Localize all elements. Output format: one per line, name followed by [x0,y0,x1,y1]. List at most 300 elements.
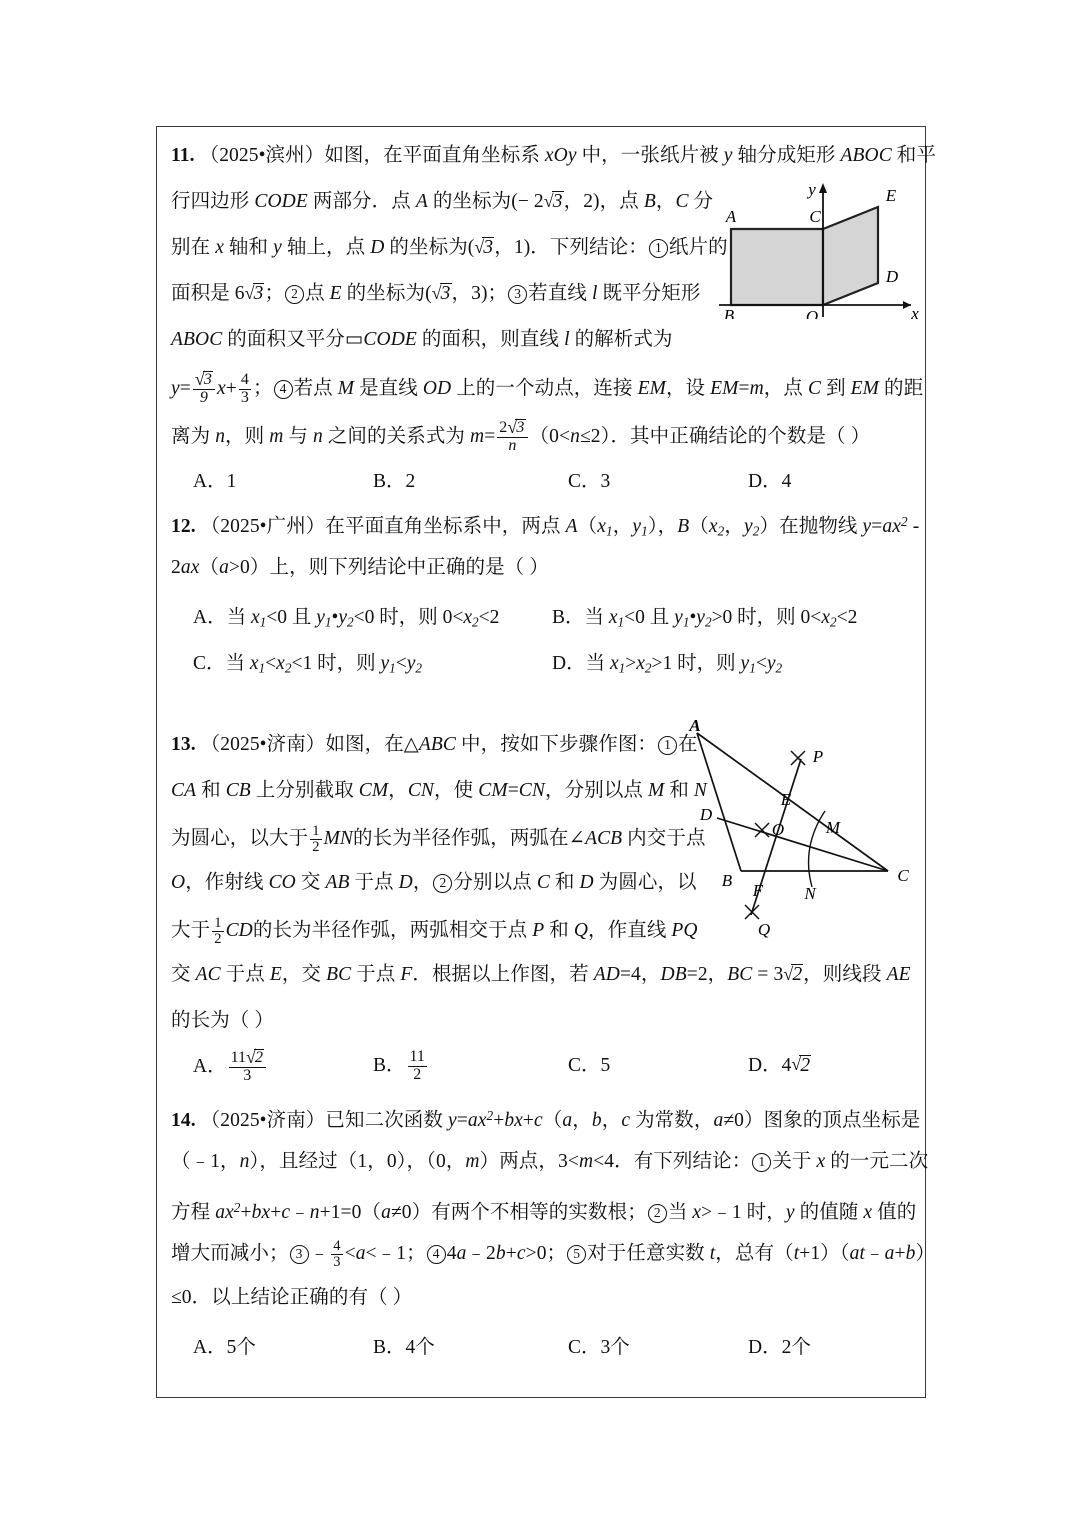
fig2-label-N: N [804,884,816,903]
q13-ac: AC [195,964,221,985]
x-axis-arrow [903,301,911,309]
q11-od: OD [422,377,452,399]
q12-optA-t2: <0 且 [266,607,317,628]
frac-4-over-3-q14 [331,1239,342,1270]
q14-t22: 当 [667,1201,693,1223]
q13-ptE: E [269,964,282,985]
q11-line-5 [171,327,673,353]
segment-AC [697,733,888,871]
q13-option-c[interactable]: C．5 [568,1055,611,1076]
fig2-label-C: C [897,866,909,885]
q11-x1: x [215,237,224,258]
q14-t30: 4 [446,1243,457,1265]
q14-m1: m [465,1151,480,1172]
q14-t31: ﹣2 [466,1243,496,1265]
q13-ptN: N [693,780,708,801]
q13-cd: CD [225,920,253,942]
q13-line-7: 的长为（ ） [171,1010,274,1031]
q13-bc1: BC [326,964,352,985]
q11-num4: 4 [240,371,249,388]
q13-source: （2025•济南） [200,734,326,755]
q11-t33: ，设 [665,377,711,399]
q12-option-a[interactable]: A．当 $x_1<0$ 且 $y_1•y_2<0$ 时，则 $0<x_2<2$ [193,607,500,630]
q11-option-b[interactable]: B．2 [373,471,416,492]
q11-figure [715,169,925,319]
fig1-label-D: D [885,267,899,286]
q11-ptC2: C [807,377,822,399]
q14-t33: >0； [525,1243,567,1265]
q13-t13: 内交于点 [622,828,706,850]
q14-den3: 3 [333,1254,341,1271]
q11-lineL1: l [591,283,598,304]
q14-t13: <4．有下列结论： [593,1151,752,1172]
q13-t29: ．根据以上作图，若 [412,964,594,985]
q14-t35: ，总有（ [715,1243,794,1265]
q11-t16: 纸片的 [668,237,728,258]
frac-11sqrt2-over-3 [229,1049,266,1085]
q13-t10: 和 [664,780,694,801]
q14-option-c[interactable]: C．3个 [568,1337,630,1358]
q12-optB-t2: <0 且 [624,607,675,628]
q11-y3: y [171,377,180,399]
fig1-label-C: C [809,207,821,226]
q13-t33: ，则线段 [803,964,887,985]
q11-option-a[interactable]: A．1 [193,471,237,492]
q13-t20: 为圆心，以 [593,872,697,893]
q14-t34: 对于任意实数 [587,1243,710,1265]
q11-t39: ，则 [225,425,270,447]
q14-t27: ﹣ [309,1243,330,1265]
q11-em3: EM [850,377,880,399]
q14-y2: y [785,1201,795,1223]
q13-cm1: CM [358,780,389,801]
rectangle-parallelogram-svg [715,169,925,319]
q14-c2: c [621,1109,631,1131]
q12-optD-t4: < [755,653,767,674]
q11-n3: n [570,425,580,447]
q11-den9: 9 [199,388,208,406]
q14-c4: c [516,1243,526,1265]
q13-t11: 为圆心，以大于 [171,828,309,850]
q13-t16: 于点 [349,872,399,893]
q14-t1: 已知二次函数 [325,1109,448,1131]
q11-t32: 上的一个动点，连接 [451,377,638,399]
q14-c1: c [534,1109,543,1131]
q14-a2: a [713,1109,724,1131]
circled-1: 1 [649,239,668,258]
q12-optA-t4: <0 时，则 0< [353,607,464,628]
q13-db: DB [660,964,687,985]
q14-option-d[interactable]: D．2个 [748,1337,811,1358]
q13-cn1: CN [407,780,435,801]
q13-co: CO [268,872,296,893]
q14-t39: ） [915,1243,936,1265]
q14-source: （2025•济南） [200,1109,326,1131]
q14-t15: 的一元二次 [825,1151,929,1172]
frac-1-over-2-a: $\frac{1}{2}$ [312,823,320,856]
q11-sqrt3c: 3 [253,283,264,304]
fig2-label-E: E [780,790,792,809]
q13-t1: 如图，在△ [325,734,419,755]
q12-optC-t3: <1 时，则 [291,653,381,674]
cross-mark-P [791,751,805,765]
q13-cn2: CN [518,780,546,801]
q11-option-d[interactable]: D．4 [748,471,792,492]
q12-t9: - [907,515,920,537]
q14-t10: （﹣1， [171,1151,240,1172]
q11-t30: 若点 [293,377,338,399]
q11-t43: （0< [529,425,571,447]
q12-t10: 2 [171,557,181,578]
frac-1-over-2-b: $\frac{1}{2}$ [214,915,222,948]
q12-option-b[interactable]: B．当 $x_1<0$ 且 $y_1•y_2>0$ 时，则 $0<x_2<2$ [552,607,858,630]
q12-optB-t5: <2 [836,607,858,628]
fig1-label-O: O [805,307,819,319]
q14-num4: 4 [333,1238,341,1254]
q14-a6: a [884,1243,895,1265]
parallelogram-CODE [823,207,878,305]
q11-t15: ，1)．下列结论： [494,237,648,258]
fig2-label-Q: Q [757,920,771,939]
q13-figure [673,719,919,949]
q13-number: 13. [171,734,196,755]
q11-den3: 3 [240,388,249,406]
q11-t26: 的解析式为 [569,329,673,350]
q13-t17: ， [412,872,433,893]
q14-t25: 值的 [872,1201,917,1223]
q14-t4: + [522,1109,535,1131]
frac-11-over-2 [408,1049,427,1084]
q11-sqrt3a: 3 [552,191,563,212]
q13-ptF: F [400,964,413,985]
q11-m3: m [470,425,485,447]
fig1-label-A: A [725,207,737,226]
circled-2-q14: 2 [648,1204,667,1223]
q13-ca: CA [171,780,197,801]
q13-option-a[interactable] [193,1049,268,1085]
q14-t21: ≠0）有两个不相等的实数根； [390,1201,647,1223]
q11-line-1 [171,143,936,169]
q11-ptE: E [329,283,342,304]
q13-t8: = [507,780,519,801]
q13-num11b: 11 [409,1048,425,1066]
q12-line-1: 12. （2025•广州）在平面直角坐标系中，两点 $A(x_1$，$y_1$），$B(x_2$，$y_2$）在抛物线 $y=ax^2$ - [171,514,920,539]
q11-t18: ； [264,283,285,304]
q11-t41: 之间的关系式为 [322,425,470,447]
q11-t34: = [738,377,750,399]
circled-2: 2 [285,285,304,304]
q11-t27: = [179,377,191,399]
circled-4-q14: 4 [427,1245,446,1264]
q13-optA-t: A． [193,1055,227,1077]
fig1-label-E: E [885,186,897,205]
q11-t42: = [484,425,496,447]
q12-ptB: B [677,515,690,537]
q13-option-d[interactable] [748,1049,811,1077]
q14-line-4: 增大而减小； 3 ﹣ $\frac{4}{3}$ <a<﹣1； 4 4a﹣2b+c>0； 5 对于任意实数 t，总有（t+1）（at﹣a+b） [171,1238,936,1271]
q13-t15: 交 [295,872,326,893]
q13-sqrt2c: 2 [800,1055,811,1076]
q11-sqrt3e: 3 [203,371,212,388]
q13-t18: 分别以点 [453,872,537,893]
q11-n1: n [215,425,226,447]
q14-t38: + [894,1243,906,1265]
q12-option-c[interactable]: C．当 $x_1<x_2<1$ 时，则 $y_1<y_2$ [193,653,423,676]
circled-3: 3 [508,285,527,304]
q14-x2: x [692,1201,702,1223]
q12-ax: ax [180,557,200,578]
circled-2-q13: 2 [433,874,452,893]
q14-line-3: 方程 $ax^2+bx+c﹣n+1=0(a\ne 0)$有两个不相等的实数根； 2 当 x>﹣1 时，y 的值随 x 值的 [171,1200,917,1223]
q14-t20: +1=0（ [319,1201,382,1223]
q13-t7: ，使 [434,780,479,801]
q11-ptD: D [370,237,385,258]
q13-den3: 3 [243,1066,252,1084]
q14-b1: b [591,1109,602,1131]
q13-ab: AB [325,872,350,893]
q13-t23: 和 [544,920,574,942]
q11-t36: 到 [821,377,851,399]
q12-optD-t1: D．当 [552,653,610,674]
fig1-label-y: y [808,180,816,199]
q13-line-5 [171,916,698,947]
q13-t30: =4， [619,964,661,985]
q13-cb: CB [225,780,251,801]
q11-y1: y [723,145,733,166]
q13-line-2 [171,778,707,804]
q13-t12: 的长为半径作弧，两弧在∠ [353,828,586,850]
q14-t12: ）两点，3< [479,1151,579,1172]
q13-t32: = 3 [752,964,784,985]
q14-t7: ， [601,1109,622,1131]
q12-y1: y [862,515,872,537]
q14-t9: ≠0）图象的顶点坐标是 [723,1109,921,1131]
q11-line-2: 行四边形 CODE 两部分．点 A 的坐标为(− 2 √ 3，2)，点 B，C 分 [171,189,713,215]
q14-b2: b [495,1243,506,1265]
q13-ptO: O [171,872,186,893]
q12-optB-t3: • [689,607,697,628]
q14-y1: y [447,1109,457,1131]
fig1-label-x: x [911,304,919,319]
circled-4: 4 [274,380,293,399]
q12-optC-t4: < [395,653,407,674]
q13-t9: ，分别以点 [545,780,648,801]
q14-x3: x [863,1201,873,1223]
q11-t8: ，2)，点 [563,191,644,212]
q14-a1: a [562,1109,573,1131]
q11-line-7 [171,419,870,455]
fig2-label-B: B [721,871,733,890]
q11-t22: 若直线 [528,283,592,304]
q14-a5: a [456,1243,467,1265]
q13-ptQ: Q [573,920,589,942]
q13-t27: ，交 [281,964,327,985]
q14-t37: ﹣ [865,1243,885,1265]
q13-t31: =2， [686,964,728,985]
q14-t17: + [240,1201,252,1223]
q14-line-5: ≤0．以上结论正确的有（ ） [171,1287,413,1308]
q13-t25: 交 [171,964,196,985]
q11-number: 11. [171,145,195,166]
q11-source: （2025•滨州） [199,145,325,166]
q14-line-1: 14. （2025•济南）已知二次函数 $y=ax^2+bx+c(a$，b，c 为常数，a≠0）图象的顶点坐标是 [171,1108,921,1131]
q13-ptC: C [536,872,550,893]
q14-t8: 为常数， [630,1109,714,1131]
q12-t2: （ [577,515,598,537]
q13-t21: 大于 [171,920,211,942]
q12-t7: ）在抛物线 [759,515,863,537]
q12-t5: （ [689,515,709,537]
q12-t1: 在平面直角坐标系中，两点 [325,515,566,537]
q11-t28: + [225,377,237,399]
q14-t26: 增大而减小； [171,1243,289,1265]
q11-em1: EM [637,377,666,399]
q13-t22: 的长为半径作弧，两弧相交于点 [252,920,533,942]
q11-ptC: C [675,191,689,212]
q11-sqrt3b: 3 [483,237,494,258]
q11-m2: m [269,425,284,447]
q13-ae: AE [886,964,911,985]
q12-optA-t3: • [331,607,339,628]
q14-t6: ， [572,1109,592,1131]
q12-optB-t1: B．当 [552,607,609,628]
q11-t29: ； [252,377,273,399]
q14-t18: + [270,1201,282,1223]
q12-t11: （ [199,557,220,578]
q11-t2: 中，一张纸片被 [576,145,724,166]
q13-option-b[interactable] [373,1049,429,1084]
circled-1-q13: 1 [658,736,677,755]
q13-ptM: M [648,780,665,801]
q13-t28: 于点 [351,964,401,985]
q11-t21: ，3)； [451,283,508,304]
q13-optB-t: B． [373,1055,406,1076]
q11-sqrt3f: 3 [516,419,525,436]
q13-sqrt2a: 2 [792,964,803,985]
q11-t37: 的距 [879,377,924,399]
q13-num11: 11 [230,1049,246,1066]
q14-t23: >﹣1 时， [701,1201,786,1223]
q14-option-b[interactable]: B．4个 [373,1337,435,1358]
q12-option-d[interactable]: D．当 $x_1>x_2>1$ 时，则 $y_1<y_2$ [552,653,783,676]
q13-optD-t: D．4 [748,1055,792,1076]
fig2-label-P: P [812,747,824,766]
q14-t29: <﹣1； [365,1243,426,1265]
q11-code2: CODE [363,329,417,350]
q13-t3: 在 [678,734,698,755]
q14-option-a[interactable]: A．5个 [193,1337,256,1358]
q11-y2: y [273,237,282,258]
q14-x1: x [816,1151,826,1172]
fig2-label-A: A [689,719,701,735]
q11-denN: n [508,436,517,454]
fig1-label-B: B [723,306,735,319]
fig2-label-M: M [825,818,841,837]
q12-t12: >0）上，则下列结论中正确的是（ ） [228,557,549,578]
q12-ptA: A [565,515,578,537]
rectangle-ABOC [731,229,823,305]
q14-t19: ﹣ [290,1201,310,1223]
q14-n2: n [309,1201,320,1223]
q11-t6: 两部分．点 [307,191,416,212]
q11-t13: 轴上，点 [281,237,371,258]
q12-line-2 [171,555,549,581]
q11-t40: 与 [283,425,313,447]
q14-t32: + [505,1243,517,1265]
q14-m2: m [578,1151,594,1172]
q14-t2: = [456,1109,468,1131]
q13-acb: ACB [585,828,623,850]
q11-t7: 的坐标为( [427,191,518,212]
q12-t4: ）， [647,515,678,537]
frac-sqrt3-over-9 [193,371,215,407]
fig2-label-F: F [752,881,764,900]
q12-optB-t4: >0 时，则 0< [711,607,822,628]
q13-t26: 于点 [220,964,270,985]
q13-bc2: BC [727,964,753,985]
segment-DC [717,818,888,871]
q13-pq: PQ [671,920,698,942]
q14-c3: c [281,1201,291,1223]
q14-t14: 关于 [772,1151,817,1172]
fig2-label-D: D [699,805,713,824]
q11-lineL2: l [564,329,570,350]
q11-sqrt3d: 3 [440,283,451,304]
q14-a4: a [355,1243,366,1265]
q14-t11: ），且经过（1，0），（0， [249,1151,466,1172]
q11-t9: ， [655,191,676,212]
q11-t3: 轴分成矩形 [732,145,841,166]
q12-optD-t2: > [625,653,637,674]
q11-t38: 离为 [171,425,216,447]
q11-t10: 分 [688,191,714,212]
q11-t35: ，点 [763,377,808,399]
q13-t5: 上分别截取 [250,780,359,801]
q14-a3: a [381,1201,391,1223]
q11-em2: EM [710,377,739,399]
q13-t19: 和 [549,872,580,893]
q12-t6: ， [724,515,745,537]
q11-code1: CODE [254,191,308,212]
fig2-label-O: O [771,820,785,839]
q11-option-c[interactable]: C．3 [568,471,611,492]
q11-t12: 轴和 [223,237,274,258]
frac-4-over-3 [239,372,251,407]
y-axis-arrow [819,183,827,193]
q12-optC-t1: C．当 [193,653,250,674]
q13-line-6 [171,962,911,988]
q11-t4: 和平 [891,145,936,166]
q12-optD-t3: >1 时，则 [651,653,741,674]
q13-t2: 中，按如下步骤作图： [456,734,658,755]
q14-number: 14. [171,1109,196,1131]
q11-x2: x [216,377,226,399]
q11-line-4 [171,281,700,307]
q11-ptM: M [337,377,355,399]
q14-n1: n [239,1151,250,1172]
circled-3-q14: 3 [290,1245,309,1264]
q11-xoy: xOy [544,145,577,166]
q14-t-var1: t [709,1243,716,1265]
q14-t3: + [493,1109,505,1131]
q11-line-3 [171,235,728,261]
q12-source: （2025•广州） [200,515,326,537]
q11-t24: 的面积又平分▭ [222,329,364,350]
q13-den2: 2 [413,1066,422,1083]
cross-mark-Q [745,905,759,919]
q13-line-3 [171,824,706,855]
q14-t36: +1）（ [799,1243,850,1265]
